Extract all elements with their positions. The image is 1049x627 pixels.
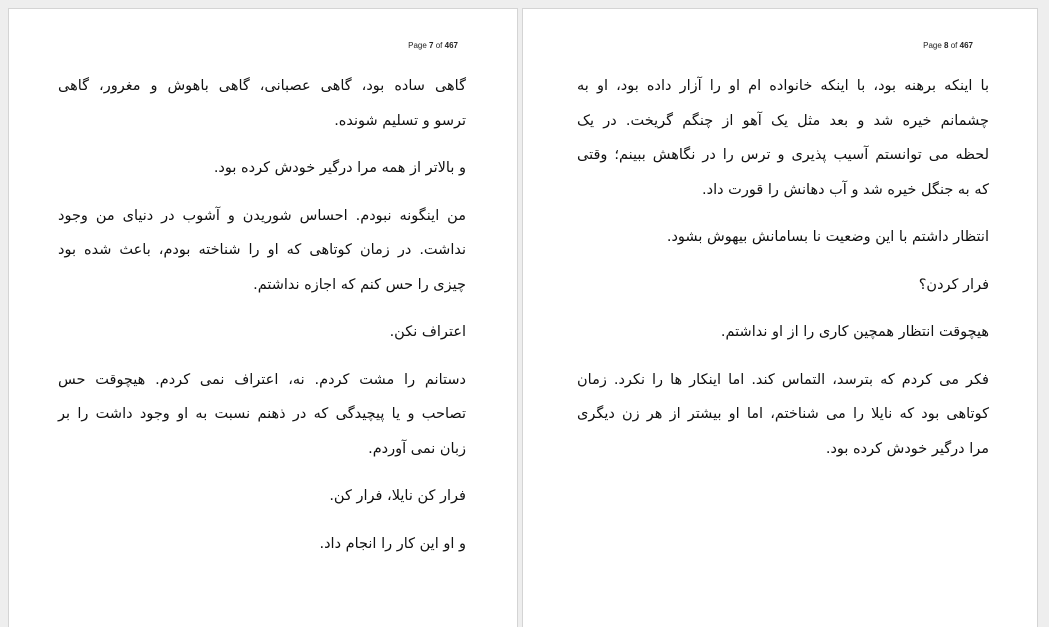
page-total: 467 <box>444 41 458 50</box>
text-line: چشمانم خیره شد و بعد مثل یک آهو از چنگم گریخت. در یک <box>577 112 989 129</box>
paragraph <box>577 268 989 303</box>
text-line: مرا درگیر خودش کرده بود. <box>825 440 989 457</box>
text-line: فرار کردن؟ <box>918 276 989 293</box>
page-label: Page <box>923 41 942 50</box>
text-line: دستانم را مشت کردم. نه، اعتراف نمی کردم. هیچوقت حس <box>58 371 466 388</box>
page-of: of <box>435 41 443 50</box>
page-number: 7 <box>429 41 434 50</box>
paragraph <box>58 527 466 562</box>
text-line: که به جنگل خیره شد و آب دهانش را قورت داد. <box>702 181 989 198</box>
paragraph <box>58 199 466 303</box>
text-line: نداشت. در زمان کوتاهی که او را شناخته بودم، باعث شده بود <box>58 242 466 258</box>
page-body <box>58 69 466 574</box>
text-line: گاهی ساده بود، گاهی عصبانی، گاهی باهوش و مغرور، گاهی <box>58 78 466 94</box>
page-number-header <box>923 41 973 50</box>
text-line: زبان نمی آوردم. <box>368 440 466 457</box>
text-line: و او این کار را انجام داد. <box>319 535 466 552</box>
page-8 <box>522 8 1038 627</box>
page-body <box>577 69 989 479</box>
paragraph <box>58 363 466 467</box>
text-line: تصاحب و یا پیچیدگی که در ذهنم نسبت به او وجود داشت را بر <box>58 406 466 422</box>
paragraph <box>577 220 989 255</box>
page-7 <box>8 8 518 627</box>
page-of: of <box>950 41 958 50</box>
paragraph <box>577 315 989 350</box>
text-line: و بالاتر از همه مرا درگیر خودش کرده بود. <box>213 160 466 176</box>
paragraph <box>577 69 989 207</box>
paragraph <box>58 479 466 514</box>
page-label: Page <box>408 41 427 50</box>
page-number: 8 <box>944 41 949 50</box>
text-line: ترسو و تسلیم شونده. <box>334 112 466 129</box>
text-line: اعتراف نکن. <box>389 324 466 340</box>
text-line: انتظار داشتم با این وضعیت نا بسامانش بیهوش بشود. <box>666 229 989 245</box>
page-total: 467 <box>959 41 973 50</box>
paragraph <box>577 363 989 467</box>
text-line: چیزی را حس کنم که اجازه نداشتم. <box>253 276 466 293</box>
text-line: هیچوقت انتظار همچین کاری را از او نداشتم. <box>720 324 989 340</box>
text-line: فکر می کردم که بترسد، التماس کند. اما اینکار ها را نکرد. زمان <box>577 371 989 388</box>
text-line: لحظه می توانستم آسیب پذیری و ترس را در نگاهش ببینم؛ وقتی <box>577 147 989 163</box>
paragraph <box>58 151 466 186</box>
text-line: من اینگونه نبودم. احساس شوریدن و آشوب در دنیای من وجود <box>58 207 466 224</box>
paragraph <box>58 315 466 350</box>
text-line: فرار کن نایلا، فرار کن. <box>329 488 466 504</box>
page-number-header <box>408 41 458 50</box>
text-line: کوتاهی بود که نایلا را می شناختم، اما او بیشتر از هر زن دیگری <box>577 406 989 422</box>
paragraph <box>58 69 466 138</box>
text-line: با اینکه برهنه بود، با اینکه خانواده ام او را آزار داده بود، او به <box>577 78 989 94</box>
